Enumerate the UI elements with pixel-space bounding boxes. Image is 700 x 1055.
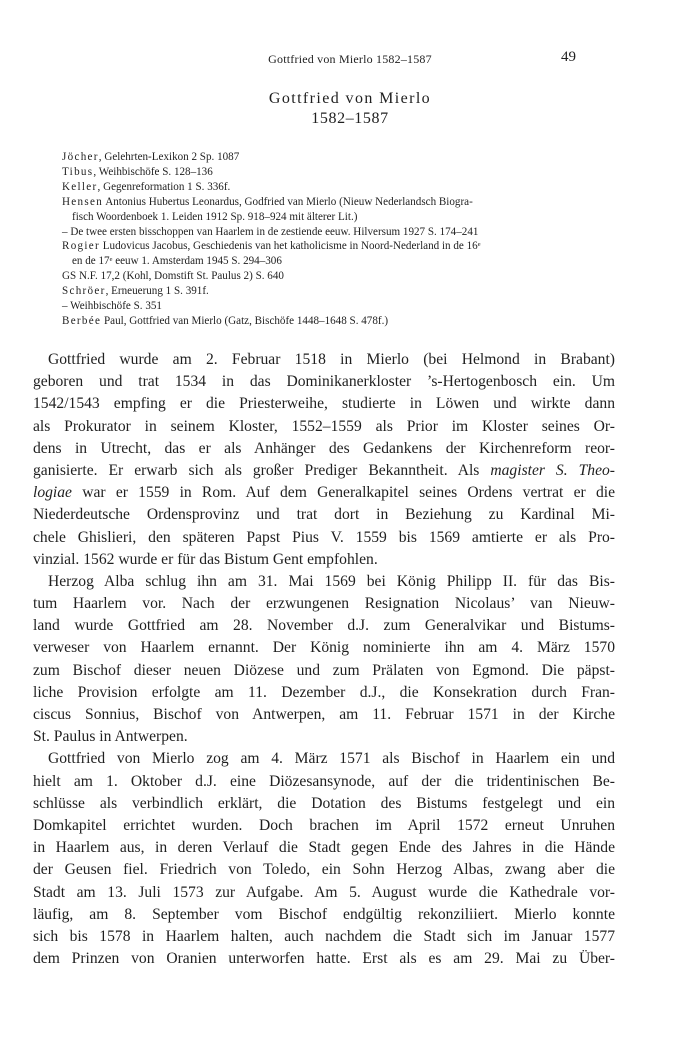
bibliography-text: , Erneuerung 1 S. 391f. (105, 285, 209, 298)
paragraph-1-rest (33, 504, 615, 571)
body-line: schlüsse als verbindlich erklärt, die Dotation des Bistums festgelegt und ein (33, 794, 615, 812)
italic-term: magister S. Theo- (490, 461, 615, 479)
body-line: 1542/1543 empfing er die Priesterweihe, studierte in Löwen und wirkte dann (33, 395, 615, 413)
body-line: tum Haarlem vor. Nach der erzwungenen Resignation Nicolaus’ van Nieuw- (33, 595, 615, 613)
paragraph-3 (33, 748, 615, 970)
body-line: in Haarlem aus, in deren Verlauf die Stadt gegen Ende des Jahres in die Hände (33, 839, 615, 857)
body-line: als Prokurator in seinem Kloster, 1552–1559 als Prior im Kloster seines Or- (33, 417, 615, 435)
bibliography-entry (62, 284, 622, 299)
body-line: land wurde Gottfried am 28. November d.J. zum Generalvikar und Bistums- (33, 617, 615, 635)
bibliography-entry (62, 180, 622, 195)
italic-term: logiae (33, 484, 72, 502)
bibliography-text: Paul, Gottfried van Mierlo (Gatz, Bischöfe 1448–1648 S. 478f.) (101, 314, 389, 327)
body-line: Gottfried wurde am 2. Februar 1518 in Mierlo (bei Helmond in Brabant) (48, 351, 615, 368)
body-line: vinzial. 1562 wurde er für das Bistum Gent empfohlen. (33, 550, 378, 568)
body-line: hielt am 1. Oktober d.J. eine Diözesansynode, auf der die tridentinischen Be- (33, 772, 615, 790)
bibliography-text: , Gelehrten-Lexikon 2 Sp. 1087 (98, 151, 240, 163)
bibliography-entry (62, 269, 622, 284)
body-line: Herzog Alba schlug ihn am 31. Mai 1569 bei König Philipp II. für das Bis- (48, 572, 615, 590)
bibliography-text: , Weihbischöfe S. 128–136 (93, 165, 213, 178)
body-line: liche Provision erfolgte am 11. Dezember d.J., die Konsekration durch Fran- (33, 683, 615, 701)
bibliography-entry (62, 314, 622, 329)
page-number: 49 (561, 49, 576, 65)
bibliography-entry (62, 299, 622, 314)
body-line-text: war er 1559 in Rom. Auf dem Generalkapitel seines Ordens vertrat er die (71, 484, 615, 502)
bibliography-text: Antonius Hubertus Leonardus, Godfried van Mierlo (Nieuw Nederlandsch Biogra- (103, 195, 473, 208)
body-line: Domkapitel errichtet wurden. Doch brachen im April 1572 erneut Unruhen (33, 816, 615, 834)
body-line: verweser von Haarlem ernannt. Der König nominierte ihn am 4. März 1570 (33, 639, 615, 657)
body-line: läufig, am 8. September vom Bischof endgültig rekonziliiert. Mierlo konnte (33, 905, 615, 923)
body-line (33, 482, 615, 504)
body-line: dens in Utrecht, das er als Anhänger des Gedankens der Kirchenreform reor- (33, 439, 615, 457)
title-name: Gottfried von Mierlo (268, 90, 432, 107)
title-years: 1582–1587 (311, 110, 389, 127)
bibliography-entry (62, 150, 622, 165)
body-line-text: ganisierte. Er erwarb sich als großer Prediger Bekanntheit. Als (33, 461, 480, 479)
bibliography-author: Tibus (62, 165, 94, 178)
body-line: chele Ghislieri, den späteren Papst Pius V. 1559 bis 1569 amtierte er als Pro- (33, 528, 615, 546)
body-line: der Geusen fiel. Friedrich von Toledo, ein Sohn Herzog Albas, zwang aber die (33, 861, 615, 879)
bibliography-author: Hensen (62, 195, 104, 208)
body-line (33, 460, 615, 482)
bibliography-entry (62, 195, 622, 210)
bibliography-text: GS N.F. 17,2 (Kohl, Domstift St. Paulus 2) S. 640 (62, 270, 284, 283)
chapter-title (0, 89, 700, 129)
body-line: Stadt am 13. Juli 1573 zur Aufgabe. Am 5. August wurde die Kathedrale vor- (33, 883, 615, 901)
body-line: geboren und trat 1534 in das Dominikanerkloster ’s-Hertogenbosch ein. Um (33, 373, 615, 391)
bibliography-author: Keller (62, 180, 98, 193)
body-line: dem Prinzen von Oranien unterworfen hatte. Erst als es am 29. Mai zu Über- (33, 950, 615, 968)
bibliography-text: – Weihbischöfe S. 351 (62, 300, 162, 313)
bibliography-author: Schröer (62, 285, 106, 298)
body-line: Niederdeutsche Ordensprovinz und trat dort in Beziehung zu Kardinal Mi- (33, 506, 615, 524)
bibliography-author: Jöcher (62, 151, 99, 163)
bibliography-entry (62, 225, 622, 240)
body-line: ciscus Sonnius, Bischof von Antwerpen, am 11. Februar 1571 in der Kirche (33, 706, 615, 723)
bibliography-author: Rogier (62, 240, 100, 253)
bibliography (62, 150, 622, 329)
body-line: St. Paulus in Antwerpen. (33, 728, 188, 746)
bibliography-text: , Gegenreformation 1 S. 336f. (97, 180, 231, 193)
paragraph-2 (33, 571, 615, 749)
body-line: Gottfried von Mierlo zog am 4. März 1571 als Bischof in Haarlem ein und (48, 750, 615, 768)
bibliography-entry (62, 165, 622, 180)
bibliography-continuation: fisch Woordenboek 1. Leiden 1912 Sp. 918–924 mit älterer Lit.) (72, 210, 358, 223)
bibliography-entry (62, 239, 622, 254)
running-head: Gottfried von Mierlo 1582–1587 (268, 52, 432, 66)
bibliography-text: – De twee ersten bisschoppen van Haarlem in de zestiende eeuw. Hilversum 1927 S. 174–241 (62, 225, 479, 238)
body-line: sich bis 1578 in Haarlem halten, auch nachdem die Stadt sich im Januar 1577 (33, 927, 615, 945)
bibliography-continuation: en de 17ᵉ eeuw 1. Amsterdam 1945 S. 294–306 (72, 255, 282, 268)
body-text (33, 349, 615, 970)
bibliography-author: Berbée (62, 314, 102, 327)
body-line: zum Bischof dieser neuen Diözese und zum Prälaten von Egmond. Die päpst- (33, 661, 615, 679)
bibliography-text: Ludovicus Jacobus, Geschiedenis van het katholicisme in Noord-Nederland in de 16ᵉ (100, 240, 481, 253)
paragraph-1 (33, 349, 615, 460)
